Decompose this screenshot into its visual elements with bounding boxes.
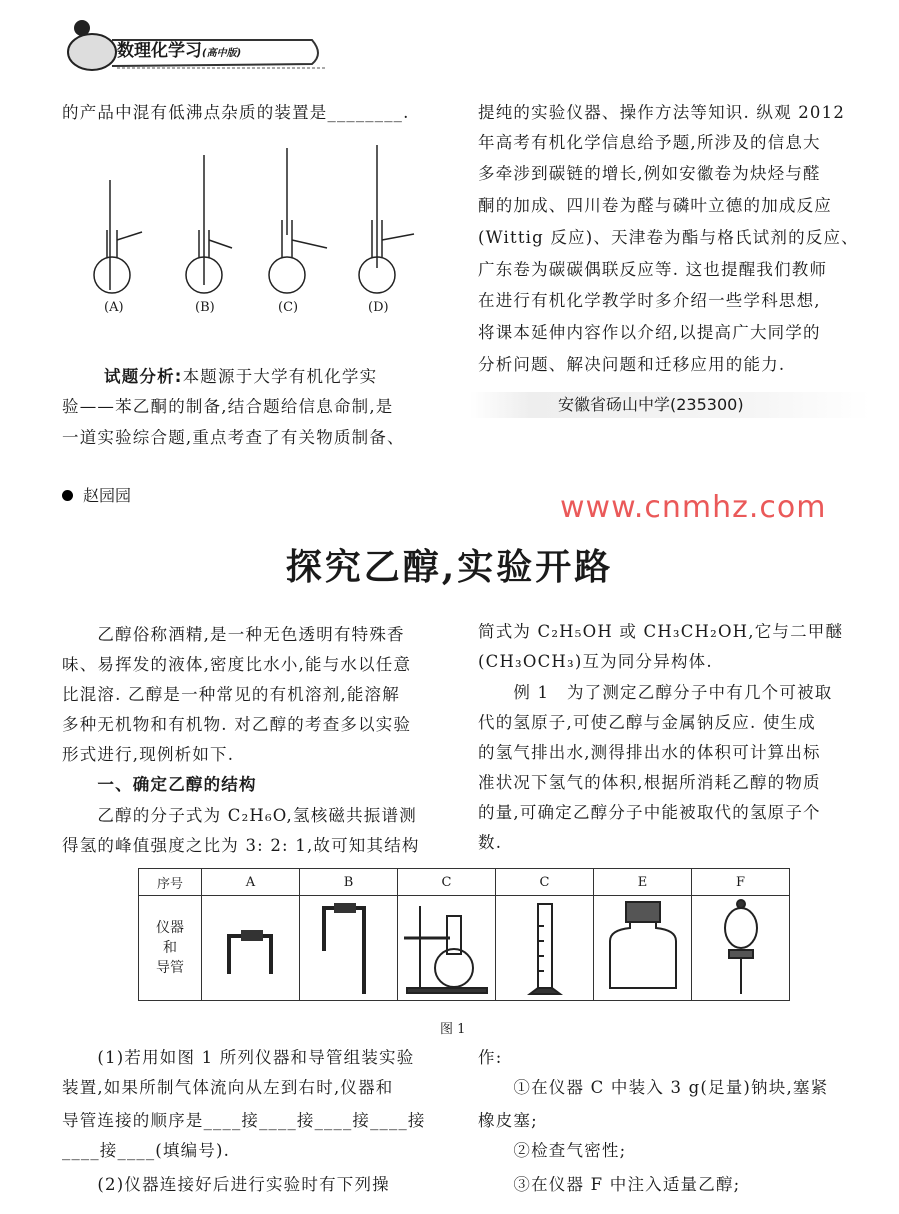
body-line: 乙醇的分子式为 C₂H₆O,氢核磁共振谱测	[62, 806, 417, 825]
magazine-logo	[62, 18, 332, 74]
question-line: ③在仪器 F 中注入适量乙醇;	[478, 1175, 741, 1194]
graduated-cylinder-icon	[500, 896, 590, 996]
body-line: 准状况下氢气的体积,根据所消耗乙醇的物质	[478, 773, 821, 792]
body-line: 比混溶. 乙醇是一种常见的有机溶剂,能溶解	[62, 685, 400, 704]
apparatus-d	[359, 145, 414, 293]
table-header-cell: 序号	[139, 869, 202, 896]
prev-text-line: 分析问题、解决问题和迁移应用的能力.	[478, 355, 786, 374]
flask-on-stand-icon	[402, 896, 492, 996]
bullet-icon	[62, 490, 73, 501]
tube-a-cell	[202, 896, 300, 1001]
prev-text-line: 酮的加成、四川卷为醛与磷叶立德的加成反应	[478, 196, 832, 215]
row-label: 仪器	[156, 920, 184, 936]
cylinder-cell	[496, 896, 594, 1001]
table-header-cell: C	[398, 869, 496, 896]
distillation-apparatus-figure	[92, 140, 452, 298]
apparatus-table	[138, 868, 790, 1001]
prev-text-line: 年高考有机化学信息给予题,所涉及的信息大	[478, 133, 821, 152]
table-header-cell: C	[496, 869, 594, 896]
table-header-row	[139, 869, 790, 896]
prev-text-line: 提纯的实验仪器、操作方法等知识. 纵观 2012	[478, 103, 846, 122]
prev-text-line: 本题源于大学有机化学实	[182, 367, 378, 386]
body-line: 多种无机物和有机物. 对乙醇的考查多以实验	[62, 715, 412, 734]
bent-tube-a-icon	[206, 896, 296, 996]
author-name: 赵园园	[83, 486, 132, 505]
prev-text-line: (Wittig 反应)、天津卷为酯与格氏试剂的反应、	[478, 228, 859, 247]
apparatus-label: (B)	[195, 300, 215, 315]
analysis-label: 试题分析:	[104, 367, 183, 386]
question-line: 导管连接的顺序是____接____接____接____接	[62, 1111, 426, 1130]
prev-text-line: 在进行有机化学教学时多介绍一些学科思想,	[478, 291, 821, 310]
prev-text-line: 将课本延伸内容作以介绍,以提高广大同学的	[478, 323, 821, 342]
watermark: www.cnmhz.com	[560, 490, 827, 525]
separatory-funnel-icon	[696, 896, 786, 996]
table-header-cell: B	[300, 869, 398, 896]
article-title: 探究乙醇,实验开路	[285, 546, 614, 588]
question-line: ____接____(填编号).	[62, 1141, 231, 1160]
apparatus-label: (A)	[104, 300, 124, 315]
body-line: 味、易挥发的液体,密度比水小,能与水以任意	[62, 655, 412, 674]
table-row	[139, 896, 790, 1001]
body-line: 得氢的峰值强度之比为 3: 2: 1,故可知其结构	[62, 836, 420, 855]
flask-cell	[398, 896, 496, 1001]
question-line: 装置,如果所制气体流向从左到右时,仪器和	[62, 1078, 394, 1097]
table-header-cell: A	[202, 869, 300, 896]
question-line: ②检查气密性;	[478, 1141, 627, 1160]
row-label: 和	[163, 940, 177, 956]
body-line: (CH₃OCH₃)互为同分异构体.	[478, 652, 713, 671]
apparatus-c	[269, 148, 327, 293]
question-line: (2)仪器连接好后进行实验时有下列操	[62, 1175, 390, 1194]
prev-text-line: 的产品中混有低沸点杂质的装置是________.	[62, 103, 410, 122]
body-line: 例 1 为了测定乙醇分子中有几个可被取	[478, 683, 833, 702]
body-line: 乙醇俗称酒精,是一种无色透明有特殊香	[62, 625, 405, 644]
body-line: 数.	[478, 833, 503, 852]
question-line: 橡皮塞;	[478, 1111, 538, 1130]
school-affiliation: 安徽省砀山中学(235300)	[470, 392, 870, 418]
figure-caption: 图 1	[440, 1022, 466, 1037]
table-header-cell: E	[594, 869, 692, 896]
author-byline	[62, 486, 131, 506]
body-line: 简式为 C₂H₅OH 或 CH₃CH₂OH,它与二甲醚	[478, 622, 844, 641]
body-line: 的氢气排出水,测得排出水的体积可计算出标	[478, 743, 821, 762]
question-line: ①在仪器 C 中装入 3 g(足量)钠块,塞紧	[478, 1078, 829, 1097]
apparatus-a	[94, 180, 142, 293]
prev-text-line: 多牵涉到碳链的增长,例如安徽卷为炔烃与醛	[478, 164, 821, 183]
question-line: (1)若用如图 1 所列仪器和导管组装实验	[62, 1048, 415, 1067]
brand-edition: (高中版)	[202, 48, 242, 59]
prev-text-line: 广东卷为碳碳偶联反应等. 这也提醒我们教师	[478, 260, 828, 279]
row-label: 导管	[156, 960, 184, 976]
body-line: 代的氢原子,可使乙醇与金属钠反应. 使生成	[478, 713, 816, 732]
apparatus-b	[186, 155, 232, 293]
reagent-bottle-icon	[598, 896, 688, 996]
funnel-cell	[692, 896, 790, 1001]
bent-tube-b-icon	[304, 896, 394, 996]
brand-name: 数理化学习	[117, 41, 202, 61]
apparatus-label: (C)	[278, 300, 299, 315]
table-header-cell: F	[692, 869, 790, 896]
bottle-cell	[594, 896, 692, 1001]
section-heading: 一、确定乙醇的结构	[62, 775, 257, 794]
question-line: 作:	[478, 1048, 503, 1067]
row-label-cell	[139, 896, 202, 1001]
apparatus-label: (D)	[368, 300, 389, 315]
prev-text-line: 一道实验综合题,重点考查了有关物质制备、	[62, 428, 405, 447]
body-line: 形式进行,现例析如下.	[62, 745, 235, 764]
body-line: 的量,可确定乙醇分子中能被取代的氢原子个	[478, 803, 821, 822]
tube-b-cell	[300, 896, 398, 1001]
prev-text-line: 验——苯乙酮的制备,结合题给信息命制,是	[62, 397, 394, 416]
